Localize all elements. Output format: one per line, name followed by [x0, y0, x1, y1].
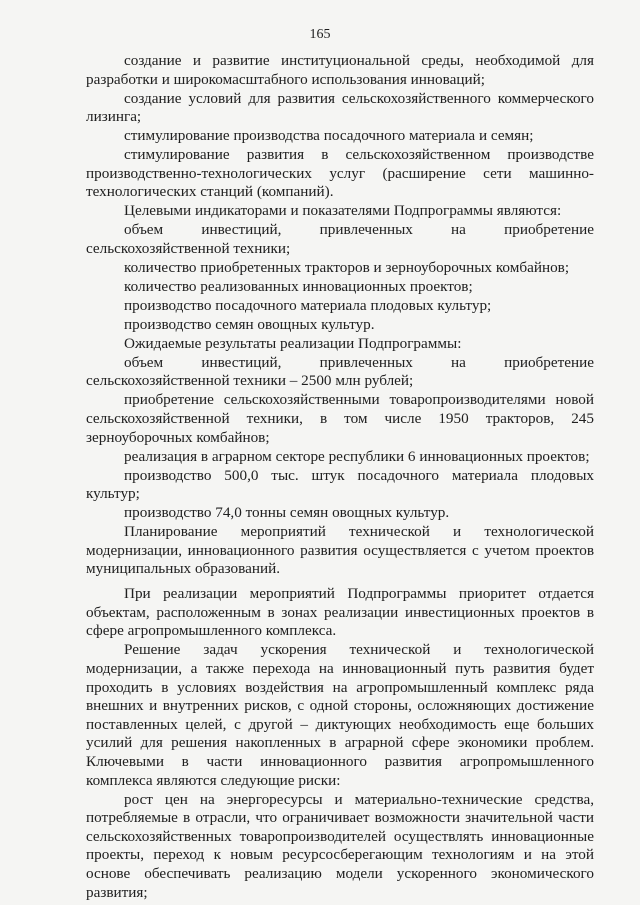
page-number: 165	[309, 27, 331, 42]
paragraph: Решение задач ускорения технической и технологической модернизации, а также перехода на инновационный путь развития будет проходить в условиях воздействия на агропромышленный комплекс ряда внешних и внутренних рисков, с одной стороны, осложняющих достижение поставленных целей, с другой – диктующих необходимость еще больших усилий для решения накопленных в аграрной сфере экономики проблем. Ключевыми в части инновационного развития агропромышленного комплекса являются следующие риски:	[86, 641, 594, 789]
paragraph: объем инвестиций, привлеченных на приобретение сельскохозяйственной техники – 2500 млн рублей;	[86, 353, 594, 390]
paragraph: стимулирование развития в сельскохозяйственном производстве производственно-технологических услуг (расширение сети машинно-технологических станций (компаний).	[86, 146, 594, 201]
paragraph: количество приобретенных тракторов и зерноуборочных комбайнов;	[124, 258, 570, 276]
paragraph: Целевыми индикаторами и показателями Подпрограммы являются:	[124, 202, 562, 220]
paragraph: создание условий для развития сельскохозяйственного коммерческого лизинга;	[86, 89, 594, 126]
paragraph: производство 500,0 тыс. штук посадочного материала плодовых культур;	[86, 466, 594, 503]
paragraph: стимулирование производства посадочного материала и семян;	[124, 127, 534, 145]
paragraph: приобретение сельскохозяйственными товаропроизводителями новой сельскохозяйственной техники, в том числе 1950 тракторов, 245 зерноуборочных комбайнов;	[86, 391, 594, 446]
paragraph: количество реализованных инновационных проектов;	[124, 277, 473, 295]
paragraph: Планирование мероприятий технической и технологической модернизации, инновационного развития осуществляется с учетом проектов муниципальных образований.	[86, 523, 594, 578]
paragraph: рост цен на энергоресурсы и материально-технические средства, потребляемые в отрасли, что ограничивает возможности значительной части сельскохозяйственных товаропроизводителей осуществлять инновационные проекты, переход к новым ресурсосберегающим технологиям и на этой основе обеспечивать реализацию модели ускоренного экономического развития;	[86, 790, 594, 901]
paragraph: производство 74,0 тонны семян овощных культур.	[124, 504, 450, 522]
paragraph: производство посадочного материала плодовых культур;	[124, 296, 492, 314]
paragraph: Ожидаемые результаты реализации Подпрограммы:	[124, 334, 462, 352]
paragraph: создание и развитие институциональной среды, необходимой для разработки и широкомасштабного использования инноваций;	[86, 52, 594, 88]
document-body	[86, 52, 594, 903]
paragraph: При реализации мероприятий Подпрограммы приоритет отдается объектам, расположенным в зонах реализации инвестиционных проектов в сфере агропромышленного комплекса.	[86, 585, 594, 640]
paragraph: объем инвестиций, привлеченных на приобретение сельскохозяйственной техники;	[86, 221, 594, 257]
paragraph: производство семян овощных культур.	[124, 315, 375, 333]
paragraph: реализация в аграрном секторе республики 6 инновационных проектов;	[124, 447, 590, 465]
